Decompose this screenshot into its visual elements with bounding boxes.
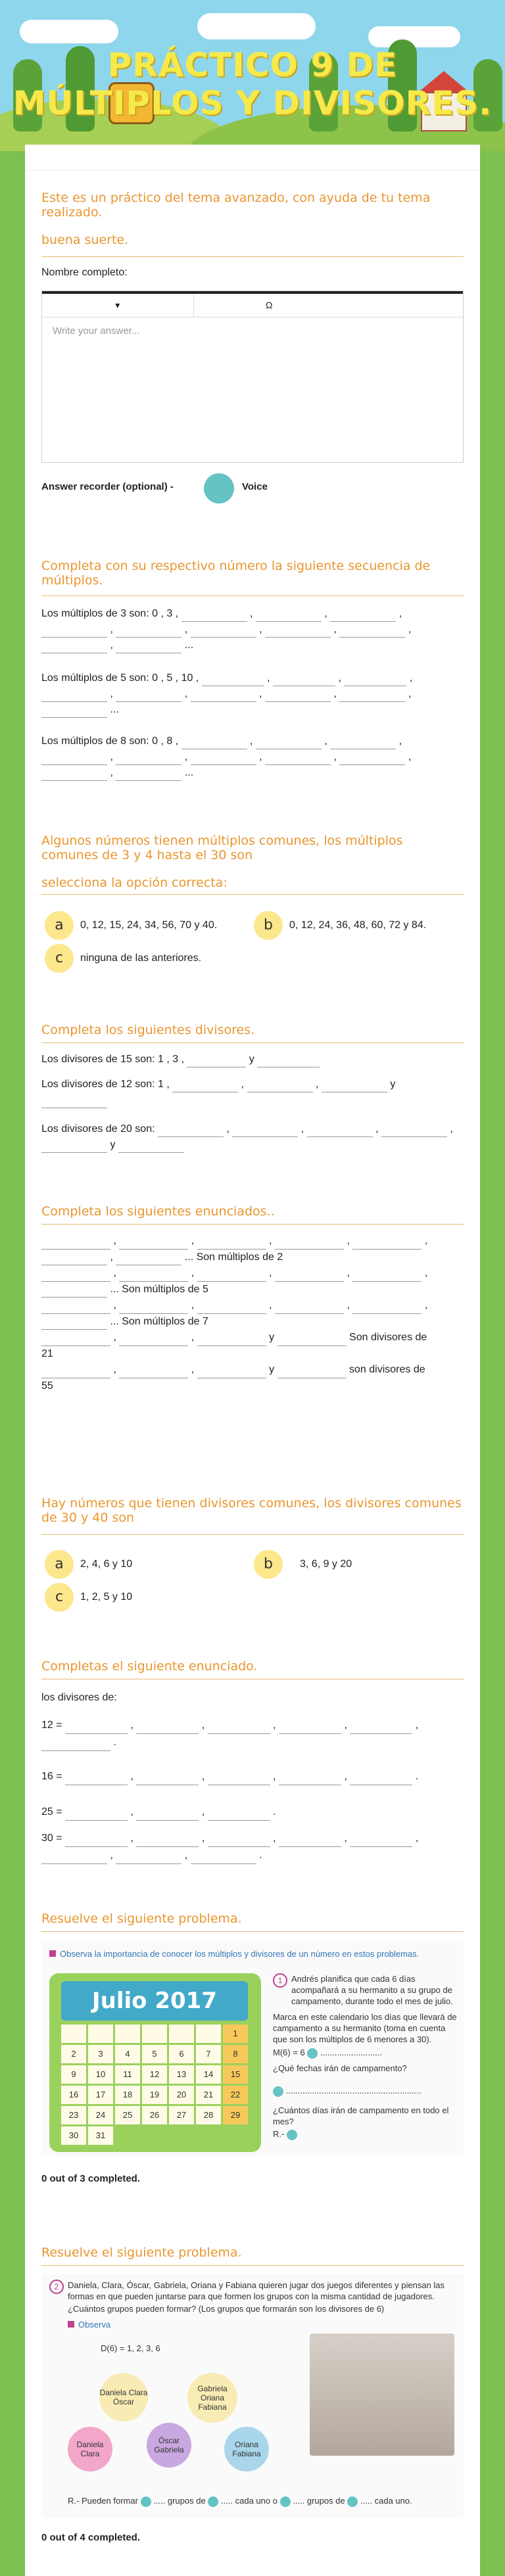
calendar-day[interactable]: 9 [61, 2065, 86, 2084]
answer-dot[interactable] [280, 2496, 291, 2507]
page-header [0, 0, 505, 151]
calendar-day[interactable]: 28 [196, 2106, 221, 2124]
cloud-decoration [197, 13, 316, 39]
problem-image-groups [41, 2274, 464, 2517]
blank-input[interactable] [247, 1082, 313, 1092]
blank-input[interactable] [208, 1810, 270, 1821]
ellipsis: ... [184, 640, 194, 651]
m6-line: M(6) = 6 .......................... [273, 2048, 382, 2057]
calendar-day[interactable]: 18 [115, 2086, 140, 2104]
calendar [49, 1973, 261, 2152]
name-label: Nombre completo: [41, 267, 128, 278]
q6-label-16: 16 = [41, 1771, 62, 1782]
intro-greeting: buena suerte. [41, 233, 129, 247]
blank-input[interactable] [275, 1303, 344, 1314]
blank-input[interactable] [208, 1837, 270, 1847]
calendar-day[interactable]: 10 [88, 2065, 113, 2084]
children-photo [310, 2333, 454, 2456]
blank-input[interactable] [119, 1368, 188, 1378]
option-b-label[interactable]: 3, 6, 9 y 20 [300, 1558, 352, 1570]
completion-status [41, 2173, 140, 2184]
problem-text-2: ¿Cuántos grupos pueden formar? (Los grupos que formarán son los divisores de 6) [68, 2304, 385, 2314]
intro-text: Este es un práctico del tema avanzado, con ayuda de tu tema realizado. [41, 191, 431, 220]
q1-label-3: Los múltiplos de 3 son: 0 , 3 , [41, 608, 179, 619]
blank-input[interactable] [41, 755, 107, 765]
blank-input[interactable] [116, 691, 181, 702]
blank-input[interactable] [41, 1854, 107, 1864]
observa-note [68, 2319, 110, 2330]
q6-divisors-30: 30 = , , , , , , , . [41, 1830, 462, 1864]
option-c-label[interactable]: ninguna de las anteriores. [80, 952, 202, 964]
blank-input[interactable] [197, 1271, 266, 1282]
group-bubble: Daniela Clara [68, 2427, 112, 2471]
blank-input[interactable] [41, 691, 107, 702]
blank-input[interactable] [65, 1810, 128, 1821]
calendar-day[interactable]: 20 [169, 2086, 194, 2104]
q3-divisors-20: Los divisores de 20 son: , , , , y [41, 1121, 462, 1153]
answer-prefix: R.- Pueden formar [68, 2496, 138, 2506]
blank-input[interactable] [41, 627, 107, 638]
q7-title: Resuelve el siguiente problema. [41, 1911, 242, 1926]
blank-input[interactable] [208, 1723, 270, 1734]
calendar-day[interactable]: 2 [61, 2045, 86, 2063]
record-button[interactable] [204, 473, 234, 503]
blank-input[interactable] [119, 1271, 188, 1282]
answer-dot[interactable] [273, 2086, 283, 2097]
calendar-month: Julio [91, 1988, 147, 2014]
q3-label-20: Los divisores de 20 son: [41, 1123, 155, 1135]
blank-input[interactable] [197, 1303, 266, 1314]
answer-dot[interactable] [347, 2496, 358, 2507]
blank-input[interactable] [350, 1837, 412, 1847]
calendar-day[interactable]: 12 [142, 2065, 167, 2084]
blank-input[interactable] [41, 1368, 110, 1378]
option-c-label[interactable]: 1, 2, 5 y 10 [80, 1591, 133, 1603]
cloud-decoration [368, 26, 460, 47]
blank-input[interactable] [172, 1082, 238, 1092]
calendar-day[interactable]: 22 [223, 2086, 248, 2104]
panel-topbar [25, 145, 480, 171]
calendar-day[interactable]: 17 [88, 2086, 113, 2104]
group-bubble: Gabriela Oriana Fabiana [187, 2373, 237, 2423]
blank-input[interactable] [265, 755, 331, 765]
q1-label-8: Los múltiplos de 8 son: 0 , 8 , [41, 736, 179, 747]
blank-input[interactable] [197, 1239, 266, 1250]
special-char-button[interactable]: Ω [266, 300, 273, 310]
answer-dot[interactable] [141, 2496, 151, 2507]
content-panel [25, 145, 480, 2576]
calendar-day[interactable]: 15 [223, 2065, 248, 2084]
conj-y: y [249, 1054, 254, 1065]
blank-input[interactable] [41, 1303, 110, 1314]
blank-input[interactable] [275, 1239, 344, 1250]
completion-status [41, 2532, 140, 2543]
answer-dot[interactable] [208, 2496, 218, 2507]
q4-sentences: , , , , , , ... Son múltiplos de 2 , , , , , ... Son múltiplos de 5 , , , , , ... Son múltiplos de 7 , , y Son divisores de 21 , , y son divisores de 55 [41, 1235, 428, 1392]
problem-number: 1 [273, 1973, 287, 1988]
q3-title: Completa los siguientes divisores. [41, 1023, 255, 1037]
question-a: ¿Qué fechas irán de campamento? [273, 2063, 407, 2073]
calendar-day[interactable] [88, 2025, 113, 2043]
q1-title: Completa con su respectivo número la siguiente secuencia de múltiplos. [41, 559, 431, 588]
blank-input[interactable] [41, 1098, 107, 1108]
blank-input[interactable] [119, 1303, 188, 1314]
calendar-day[interactable]: 14 [196, 2065, 221, 2084]
blank-input[interactable] [41, 643, 107, 653]
cloud-decoration [20, 20, 118, 43]
calendar-day[interactable] [61, 2025, 86, 2043]
blank-input[interactable] [197, 1368, 266, 1378]
blank-input[interactable] [202, 676, 264, 686]
calendar-year: 2017 [155, 1988, 217, 2014]
question-b: ¿Cuántos días irán de campamento en todo el mes? [273, 2105, 449, 2126]
q6-intro: los divisores de: [41, 1692, 117, 1703]
group-bubble: Oriana Fabiana [224, 2427, 269, 2471]
calendar-day[interactable]: 7 [196, 2045, 221, 2063]
blank-input[interactable] [41, 1741, 110, 1751]
name-editor[interactable] [41, 291, 464, 463]
calendar-day[interactable]: 25 [115, 2106, 140, 2124]
editor-toolbar [42, 291, 463, 317]
blank-input[interactable] [191, 691, 256, 702]
blank-input[interactable] [116, 755, 181, 765]
answer-line: R.- Pueden formar ..... grupos de ..... cada uno o ..... grupos de ..... cada uno. [68, 2496, 412, 2506]
divider [41, 256, 464, 257]
calendar-day[interactable] [142, 2025, 167, 2043]
q4-divisors-label: son divisores de [349, 1364, 425, 1375]
calendar-day[interactable]: 30 [61, 2126, 86, 2145]
blank-input[interactable] [119, 1239, 188, 1250]
bullet-icon [49, 1950, 56, 1957]
option-a-label[interactable]: 0, 12, 15, 24, 34, 56, 70 y 40. [80, 920, 218, 931]
q1-multiples-5: Los múltiplos de 5 son: 0 , 5 , 10 , , , , , , , , , ... [41, 670, 462, 718]
divider [41, 1224, 464, 1225]
blank-input[interactable] [118, 1142, 184, 1153]
blank-input[interactable] [41, 1271, 110, 1282]
q6-divisors-25: 25 = , , . [41, 1804, 462, 1821]
blank-input[interactable] [41, 1319, 107, 1330]
divider [41, 2265, 464, 2266]
blank-input[interactable] [256, 739, 322, 749]
calendar-day[interactable]: 31 [88, 2126, 113, 2145]
blank-input[interactable] [279, 1723, 341, 1734]
ellipsis: ... [184, 767, 194, 778]
answer-part-2: cada uno o [235, 2496, 277, 2506]
q1-multiples-8: Los múltiplos de 8 son: 0 , 8 , , , , , , , , , , ... [41, 734, 462, 781]
blank-input[interactable] [65, 1775, 128, 1785]
answer-part-1: grupos de [167, 2496, 206, 2506]
group-bubble: Óscar Gabriela [147, 2423, 191, 2468]
option-c-button[interactable]: c [45, 1583, 74, 1612]
calendar-day[interactable]: 11 [115, 2065, 140, 2084]
blank-input[interactable] [136, 1723, 199, 1734]
q4-number-55: 55 [41, 1380, 53, 1392]
problem-number: 2 [49, 2280, 64, 2294]
d6-label: D(6) = 1, 2, 3, 6 [101, 2343, 160, 2353]
q2-title: Algunos números tienen múltiplos comunes, los múltiplos comunes de 3 y 4 hasta el 30 son [41, 833, 403, 862]
blank-input[interactable] [265, 691, 331, 702]
blank-input[interactable] [275, 1271, 344, 1282]
problem-text-1: Daniela, Clara, Óscar, Gabriela, Oriana y Fabiana quieren jugar dos juegos diferentes y piensan las formas en que pueden juntarse para que formen los grupos con la misma cantidad de jugadores. [68, 2280, 445, 2301]
blank-input[interactable] [350, 1723, 412, 1734]
calendar-grid [61, 2025, 248, 2145]
calendar-day[interactable]: 5 [142, 2045, 167, 2063]
blank-input[interactable] [381, 1127, 447, 1137]
q4-multiples-2: ... Son múltiplos de 2 [184, 1251, 283, 1263]
blank-input[interactable] [181, 739, 247, 749]
q1-multiples-3: Los múltiplos de 3 son: 0 , 3 , , , , , , , , , , ... [41, 606, 462, 653]
calendar-day[interactable]: 23 [61, 2106, 86, 2124]
blank-input[interactable] [41, 1287, 107, 1298]
calendar-day[interactable]: 27 [169, 2106, 194, 2124]
blank-input[interactable] [232, 1127, 298, 1137]
option-b-label[interactable]: 0, 12, 24, 36, 48, 60, 72 y 84. [289, 920, 427, 931]
blank-input[interactable] [339, 755, 405, 765]
q3-divisors-12: Los divisores de 12 son: 1 , , , y [41, 1077, 462, 1108]
blank-input[interactable] [279, 1837, 341, 1847]
q6-title: Completas el siguiente enunciado. [41, 1659, 258, 1674]
blank-input[interactable] [256, 611, 322, 622]
blank-input[interactable] [277, 1336, 347, 1346]
group-bubble: Daniela Clara Óscar [99, 2373, 148, 2422]
divider [41, 1534, 464, 1535]
m6-label: M(6) = 6 [273, 2048, 305, 2057]
calendar-header [61, 1981, 248, 2021]
blank-input[interactable] [116, 643, 181, 653]
calendar-day[interactable]: 1 [223, 2025, 248, 2043]
answer-part-3: grupos de [306, 2496, 345, 2506]
blank-input[interactable] [265, 627, 331, 638]
blank-input[interactable] [181, 611, 247, 622]
blank-input[interactable] [116, 770, 181, 781]
blank-input[interactable] [41, 1239, 110, 1250]
calendar-day[interactable]: 4 [115, 2045, 140, 2063]
q3-divisors-15 [41, 1052, 462, 1067]
calendar-day[interactable]: 19 [142, 2086, 167, 2104]
q3-label-15: Los divisores de 15 son: 1 , 3 , [41, 1054, 185, 1065]
blank-input[interactable] [257, 1057, 320, 1067]
q4-divisors-label: Son divisores de [349, 1332, 427, 1343]
observa-text: Observa la importancia de conocer los múltiplos y divisores de un número en estos problemas. [60, 1949, 420, 1959]
answer-dot[interactable] [307, 2048, 318, 2059]
calendar-day[interactable]: 8 [223, 2045, 248, 2063]
blank-input[interactable] [277, 1368, 347, 1378]
blank-input[interactable] [41, 1255, 107, 1265]
answer-part-4: cada uno. [374, 2496, 412, 2506]
blank-input[interactable] [352, 1303, 421, 1314]
blank-input[interactable] [339, 691, 405, 702]
calendar-day[interactable]: 26 [142, 2106, 167, 2124]
blank-input[interactable] [352, 1239, 421, 1250]
q6-label-30: 30 = [41, 1833, 62, 1844]
calendar-day[interactable] [196, 2025, 221, 2043]
blank-input[interactable] [187, 1057, 246, 1067]
blank-input[interactable] [119, 1336, 188, 1346]
blank-input[interactable] [279, 1775, 341, 1785]
observa-note [49, 1948, 457, 1959]
q5-title: Hay números que tienen divisores comunes, los divisores comunes de 30 y 40 son [41, 1496, 462, 1525]
q2-subtitle: selecciona la opción correcta: [41, 876, 228, 890]
calendar-day[interactable] [115, 2025, 140, 2043]
q1-label-5: Los múltiplos de 5 son: 0 , 5 , 10 , [41, 672, 199, 684]
blank-input[interactable] [116, 627, 181, 638]
calendar-day[interactable]: 29 [223, 2106, 248, 2124]
blank-input[interactable] [136, 1810, 199, 1821]
q4-number-21: 21 [41, 1347, 53, 1359]
blank-input[interactable] [65, 1837, 128, 1847]
blank-input[interactable] [197, 1336, 266, 1346]
blank-input[interactable] [191, 627, 256, 638]
blank-input[interactable] [344, 676, 406, 686]
blank-input[interactable] [116, 1854, 181, 1864]
calendar-day[interactable]: 13 [169, 2065, 194, 2084]
answer-line: ......................................................... [273, 2085, 457, 2097]
calendar-day[interactable]: 3 [88, 2045, 113, 2063]
blank-input[interactable] [191, 1854, 256, 1864]
blank-input[interactable] [208, 1775, 270, 1785]
calendar-day[interactable]: 16 [61, 2086, 86, 2104]
blank-input[interactable] [339, 627, 405, 638]
voice-label: Voice [242, 481, 268, 492]
blank-input[interactable] [273, 676, 335, 686]
blank-input[interactable] [136, 1775, 199, 1785]
q3-label-12: Los divisores de 12 son: 1 , [41, 1079, 170, 1090]
blank-input[interactable] [191, 755, 256, 765]
option-a-button[interactable]: a [45, 911, 74, 940]
blank-input[interactable] [307, 1127, 373, 1137]
format-dropdown-button[interactable]: ▾ [115, 300, 120, 310]
answer-line: R.- [273, 2128, 457, 2140]
problem-image-calendar [41, 1940, 464, 2156]
blank-input[interactable] [330, 611, 396, 622]
blank-input[interactable] [350, 1775, 412, 1785]
q4-title: Completa los siguientes enunciados.. [41, 1204, 275, 1219]
option-c-button[interactable]: c [45, 944, 74, 973]
calendar-day[interactable]: 6 [169, 2045, 194, 2063]
problem-text-2: Marca en este calendario los días que llevará de campamento a su hermanito (toma en cuenta que son los múltiplos de 6 menores a 30). [273, 2012, 457, 2044]
option-b-button[interactable]: b [254, 1550, 283, 1579]
q6-label-12: 12 = [41, 1720, 62, 1731]
status-text: 0 out of 4 completed. [41, 2532, 141, 2543]
calendar-day[interactable] [169, 2025, 194, 2043]
answer-dot[interactable] [287, 2130, 297, 2140]
q4-multiples-7: ... Son múltiplos de 7 [110, 1315, 208, 1327]
option-a-button[interactable]: a [45, 1550, 74, 1579]
observa-text: Observa [78, 2320, 111, 2330]
conj-y: y [110, 1139, 116, 1150]
calendar-day[interactable]: 21 [196, 2086, 221, 2104]
option-b-button[interactable]: b [254, 911, 283, 940]
q4-multiples-5: ... Son múltiplos de 5 [110, 1283, 208, 1295]
name-input[interactable]: Write your answer... [53, 325, 140, 337]
q8-title: Resuelve el siguiente problema. [41, 2245, 242, 2260]
blank-input[interactable] [136, 1837, 199, 1847]
problem-text-1: Andrés planifica que cada 6 días acompañará a su hermanito a su grupo de campamento, durante todo el mes de julio. [291, 1974, 453, 2006]
q6-label-25: 25 = [41, 1806, 62, 1817]
blank-input[interactable] [330, 739, 396, 749]
option-a-label[interactable]: 2, 4, 6 y 10 [80, 1558, 133, 1570]
blank-input[interactable] [158, 1127, 224, 1137]
blank-input[interactable] [41, 707, 107, 718]
recorder-label: Answer recorder (optional) - [41, 481, 174, 492]
blank-input[interactable] [41, 1336, 110, 1346]
bullet-icon [68, 2321, 74, 2328]
ellipsis: ... [110, 704, 119, 715]
blank-input[interactable] [352, 1271, 421, 1282]
divider [41, 1042, 464, 1043]
divider [41, 894, 464, 895]
page-title: PRÁCTICO 9 DE MÚLTIPLOS Y DIVISORES. [12, 46, 493, 122]
blank-input[interactable] [41, 770, 107, 781]
blank-input[interactable] [116, 1255, 181, 1265]
q6-divisors-12: 12 = , , , , , . [41, 1717, 462, 1751]
divider [41, 1931, 464, 1932]
q6-divisors-16: 16 = , , , , . [41, 1768, 462, 1785]
blank-input[interactable] [41, 1142, 107, 1153]
blank-input[interactable] [65, 1723, 128, 1734]
blank-input[interactable] [322, 1082, 387, 1092]
calendar-day[interactable]: 24 [88, 2106, 113, 2124]
conj-y: y [390, 1079, 396, 1090]
status-text: 0 out of 3 completed. [41, 2173, 141, 2184]
